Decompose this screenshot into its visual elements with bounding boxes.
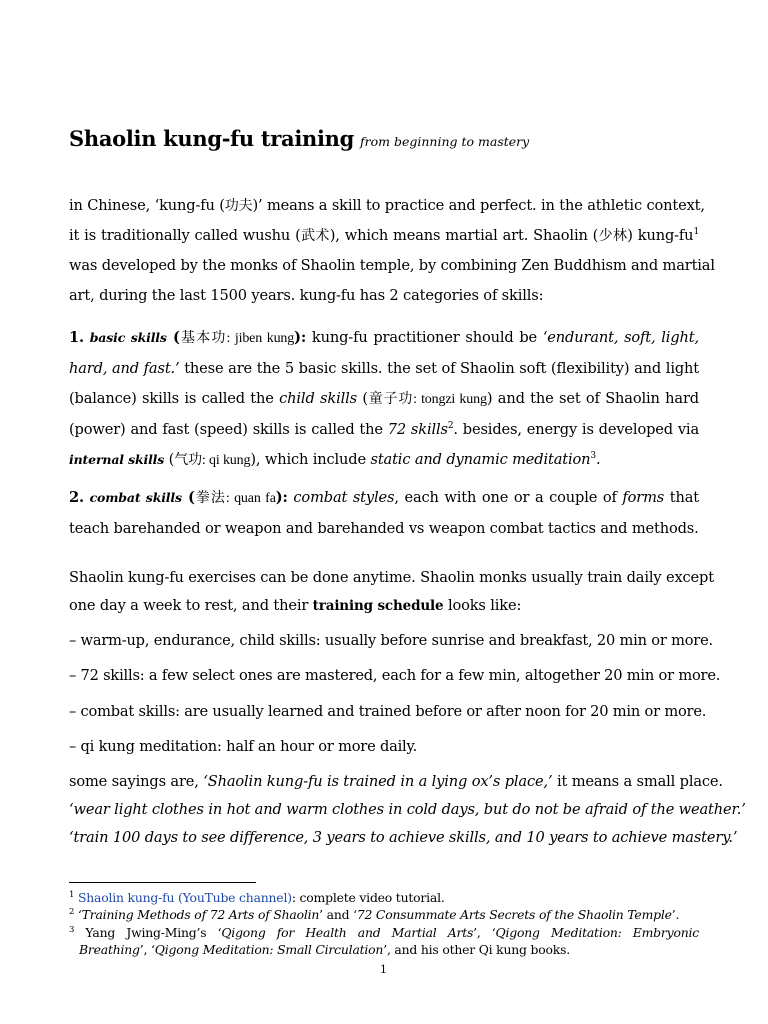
schedule-item: – warm-up, endurance, child skills: usually before sunrise and breakfast, 20 min or more. <box>69 632 713 649</box>
basic-skills-paragraph <box>69 323 699 476</box>
text-line: 2. combat skills (拳法: quan fa): combat styles, each with one or a couple of forms that <box>69 489 699 506</box>
schedule-item: – combat skills: are usually learned and trained before or after noon for 20 min or more. <box>69 703 707 720</box>
text-line: ‘wear light clothes in hot and warm clothes in cold days, but do not be afraid of the weather.’ <box>69 801 746 818</box>
footnote-ref: 2 <box>447 421 454 432</box>
text-line: one day a week to rest, and their training schedule looks like: <box>69 597 522 614</box>
title-line <box>69 126 529 151</box>
document-subtitle: from beginning to mastery <box>360 134 530 149</box>
text-line: some sayings are, ‘Shaolin kung-fu is trained in a lying ox’s place,’ it means a small place. <box>69 773 723 790</box>
combat-skills-paragraph <box>69 483 699 544</box>
page-number: 1 <box>380 963 387 976</box>
sayings-paragraph <box>69 768 746 852</box>
text-line: internal skills (气功: qi kung), which include static and dynamic meditation$^3$. <box>69 451 601 468</box>
schedule-item: – 72 skills: a few select ones are mastered, each for a few min, altogether 20 min or more. <box>69 667 721 684</box>
text-line: was developed by the monks of Shaolin temple, by combining Zen Buddhism and martial <box>69 257 715 274</box>
text-line: Shaolin kung-fu exercises can be done anytime. Shaolin monks usually train daily except <box>69 569 714 586</box>
text-line: hard, and fast.’ these are the 5 basic skills. the set of Shaolin soft (flexibility) and light <box>69 360 699 377</box>
youtube-channel-link[interactable]: Shaolin kung-fu (YouTube channel) <box>77 890 292 905</box>
footnote-1: $^1$ Shaolin kung-fu (YouTube channel): complete video tutorial. <box>69 889 445 905</box>
text-line: ‘train 100 days to see difference, 3 years to achieve skills, and 10 years to achieve mastery.’ <box>69 829 738 846</box>
text-line: teach barehanded or weapon and barehanded vs weapon combat tactics and methods. <box>69 520 699 537</box>
text-line: it is traditionally called wushu (武术), which means martial art. Shaolin (少林) kung-$fu^1$ <box>69 227 700 244</box>
footnote-3-continued: Breathing’, ‘Qigong Meditation: Small Circulation’, and his other Qi kung books. <box>79 942 570 957</box>
text-line: art, during the last 1500 years. kung-fu has 2 categories of skills: <box>69 287 544 304</box>
text-line: 1. basic skills (基本功: jiben kung): kung-fu practitioner should be ‘endurant, soft, light, <box>69 329 699 346</box>
intro-paragraph <box>69 191 715 311</box>
text-line: (power) and fast (speed) skills is called the 72 skills$^2$. besides, energy is developed via <box>69 421 699 438</box>
schedule-item: – qi kung meditation: half an hour or more daily. <box>69 738 418 755</box>
footnote-ref: 3 <box>590 451 596 462</box>
footnote-3: $^3$ Yang Jwing-Ming’s ‘Qigong for Health and Martial Arts’, ‘Qigong Meditation: Embryonic <box>69 924 699 940</box>
footnote-separator <box>69 882 256 883</box>
document-title: Shaolin kung-fu training <box>69 126 355 151</box>
footnote-ref: 1 <box>693 227 700 238</box>
text-line: (balance) skills is called the child skills (童子功: tongzi kung) and the set of Shaolin hard <box>69 390 699 407</box>
text-line: in Chinese, ‘kung-fu (功夫)’ means a skill to practice and perfect. in the athletic context, <box>69 197 705 214</box>
footnote-2: $^2$ ‘Training Methods of 72 Arts of Shaolin’ and ‘72 Consummate Arts Secrets of the Shaolin Temple’. <box>69 906 680 922</box>
combat-skills-label: combat skills <box>89 490 182 505</box>
basic-skills-label: basic skills <box>89 330 167 345</box>
schedule-paragraph <box>69 564 714 620</box>
